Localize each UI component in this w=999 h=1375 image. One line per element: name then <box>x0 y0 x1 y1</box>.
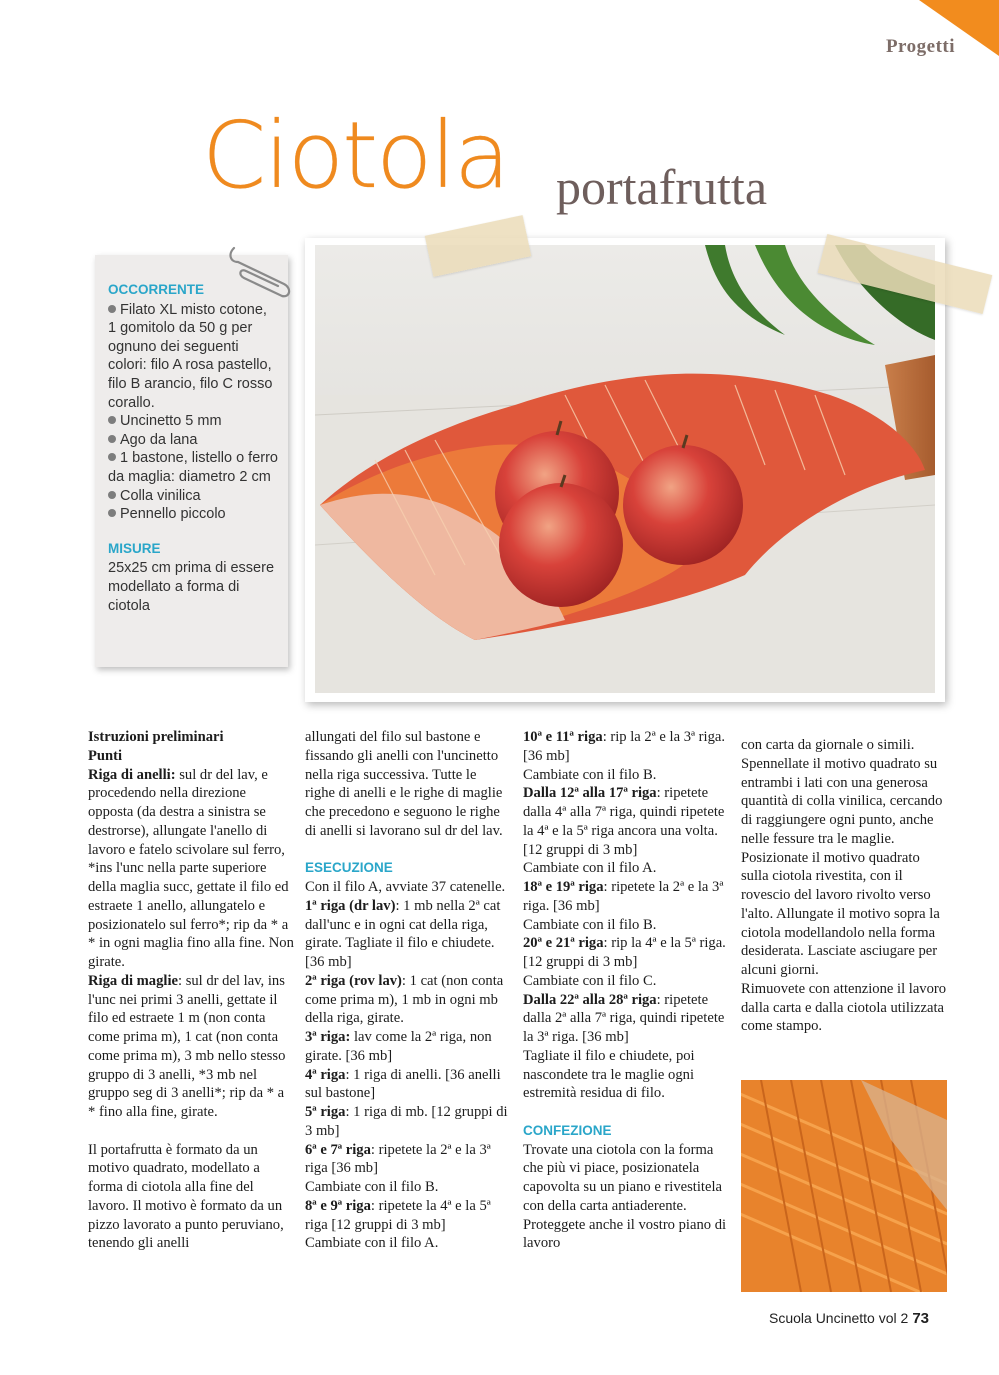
term: Dalla 12ª alla 17ª riga <box>523 785 657 802</box>
text: : 1 riga di mb. [12 gruppi di 3 mb] <box>305 1104 508 1139</box>
text-column-3 <box>523 728 728 1253</box>
row-instruction <box>305 1028 510 1066</box>
text: lav come la 2ª riga, non girate. [36 mb] <box>305 1029 492 1064</box>
materials-list <box>108 301 278 524</box>
color-change: Cambiate con il filo B. <box>523 766 657 783</box>
paragraph: Rimuovete con attenzione il lavoro dalla carta e dalla ciotola utilizzata come stampo. <box>741 980 947 1035</box>
heading-preliminary: Istruzioni preliminari <box>88 729 224 745</box>
measures-heading: MISURE <box>108 540 161 556</box>
materials-card <box>95 255 288 667</box>
text: : ripetete dalla 4ª alla 7ª riga, quindi ripetete la 4ª e la 5ª riga ancora una volta. [12 gruppi di 3 mb] <box>523 785 725 858</box>
text: : rip la 4ª e la 5ª riga. [12 gruppi di 3 mb] <box>523 935 726 970</box>
color-change: Cambiate con il filo B. <box>523 916 657 933</box>
term: 4ª riga <box>305 1066 346 1083</box>
text: : ripetete dalla 2ª alla 7ª riga, quindi ripetete la 3ª riga. [36 mb] <box>523 991 725 1045</box>
row-instruction <box>305 1103 510 1141</box>
term: 10ª e 11ª riga <box>523 729 603 745</box>
text-column-2 <box>305 728 510 1253</box>
row-instruction <box>305 897 510 972</box>
row-instruction <box>523 934 728 972</box>
measures-text: 25x25 cm prima di essere modellato a forma di ciotola <box>108 560 275 614</box>
heading-stitches: Punti <box>88 747 123 764</box>
text: : 1 mb nella 2ª cat dall'unc e in ogni cat della riga, girate. Tagliate il filo e chiudete. [36 mb] <box>305 897 501 970</box>
stitch-detail-photo <box>741 1080 947 1292</box>
text: : ripetete la 2ª e la 3ª riga. [36 mb] <box>523 879 724 914</box>
text: : rip la 2ª e la 3ª riga. [36 mb] <box>523 729 726 764</box>
color-change: Cambiate con il filo B. <box>305 1179 439 1195</box>
row-instruction <box>305 1141 510 1179</box>
page-number: 73 <box>912 1310 929 1327</box>
term: 18ª e 19ª riga <box>523 879 604 895</box>
intro-paragraph: Il portafrutta è formato da un motivo quadrato, modellato a forma di ciotola alla fine del lavoro. Il motivo è formato da un pizzo lavorato a punto peruviano, tenendo gli anelli <box>88 1141 284 1252</box>
paragraph: allungati del filo sul bastone e fissando gli anelli con l'uncinetto nella riga successiva. Tutte le righe di anelli e le righe di maglie che precedono e seguono le righe di anelli si lavorano sul dr del lav. <box>305 729 503 839</box>
term: Riga di anelli: <box>88 766 176 783</box>
term: 3ª riga: <box>305 1029 351 1045</box>
stitch-loops-row <box>88 766 294 972</box>
text: : 1 riga di anelli. [36 anelli sul bastone] <box>305 1066 501 1102</box>
materials-item: Ago da lana <box>108 431 278 450</box>
materials-heading: OCCORRENTE <box>108 282 205 297</box>
paragraph: Trovate una ciotola con la forma che più vi piace, posizionatela capovolta su un piano e rivestitela con della carta antiaderente. Proteggete anche il vostro piano di lavoro <box>523 1141 727 1252</box>
text: : sul dr del lav, ins l'unc nei primi 3 anelli, gettate il filo ed estraete 1 m (non conta come prima m), 1 cat (non conta come prima m), 3 mb nello stesso gruppo di 3 anelli, *3 mb nel gruppo seg di 3 anelli*; rip da * a * fino alla fine, girate. <box>88 972 286 1120</box>
section-label: Progetti <box>885 36 955 57</box>
materials-item: 1 bastone, listello o ferro da maglia: diametro 2 cm <box>108 450 278 485</box>
row-instruction <box>523 991 728 1047</box>
heading-assembly: CONFEZIONE <box>523 1122 612 1138</box>
materials-item: Pennello piccolo <box>108 505 278 524</box>
materials-item: Filato XL misto cotone, 1 gomitolo da 50 g per ognuno dei seguenti colori: filo A rosa pastello, filo B arancio, filo C rosso corallo. <box>108 301 278 413</box>
color-change: Cambiate con il filo C. <box>523 972 657 989</box>
term: Riga di maglie <box>88 972 178 989</box>
row-instruction <box>523 878 728 916</box>
term: 5ª riga <box>305 1104 346 1120</box>
row-instruction <box>305 972 510 1028</box>
color-change: Cambiate con il filo A. <box>305 1235 439 1252</box>
term: 1ª riga (dr lav) <box>305 897 396 914</box>
paragraph: con carta da giornale o simili. Spennellate il motivo quadrato su entrambi i lati con una generosa quantità di colla vinilica, cercando di raggiungere ogni punto, anche nelle fessure tra le maglie. Posizionate il motivo quadrato sulla ciotola rivestita, con il rovescio del lavoro rivolto verso l'alto. Allungate il motivo sopra la ciotola modellandolo nella forma desiderata. Lasciate asciugare per alcuni giorni. <box>741 737 943 978</box>
term: Dalla 22ª alla 28ª riga <box>523 991 657 1008</box>
row-instruction <box>305 1197 510 1235</box>
text: : 1 cat (non conta come prima m), 1 mb in ogni mb della riga, girate. <box>305 972 504 1027</box>
term: 2ª riga (rov lav) <box>305 972 402 989</box>
row-instruction <box>523 728 728 766</box>
heading-execution: ESECUZIONE <box>305 860 393 876</box>
term: 20ª e 21ª riga <box>523 935 604 952</box>
materials-item: Uncinetto 5 mm <box>108 412 278 431</box>
term: 6ª e 7ª riga <box>305 1141 371 1158</box>
paperclip-icon <box>226 240 296 300</box>
text-column-1 <box>88 728 294 1253</box>
page-subtitle: portafrutta <box>556 159 768 215</box>
row-instruction <box>523 784 728 859</box>
color-change: Cambiate con il filo A. <box>523 860 657 877</box>
row-instruction <box>305 1066 510 1104</box>
page-title: Ciotola <box>202 102 509 209</box>
materials-item: Colla vinilica <box>108 487 278 506</box>
stitch-stitches-row <box>88 972 294 1122</box>
term: 8ª e 9ª riga <box>305 1197 371 1214</box>
text: : ripetete la 4ª e la 5ª riga [12 gruppi di 3 mb] <box>305 1197 491 1233</box>
text-column-4 <box>741 736 947 1036</box>
bowl-photo <box>315 245 935 693</box>
paragraph: Tagliate il filo e chiudete, poi nascondete tra le maglie ogni estremità residua di filo. <box>523 1047 695 1102</box>
page-footer <box>769 1310 969 1327</box>
text: sul dr del lav, e procedendo nella direzione opposta (da destra a sinistra se destrorse), allungate l'anello di lavoro e fatelo scivolare sul ferro, *ins l'unc nella parte superiore della maglia succ, gettate il filo ed estraete 1 anello, allungatelo e posizionatelo sul ferro*; rip da * a * in ogni maglia fino alla fine. Non girate. <box>88 766 294 970</box>
paragraph: Con il filo A, avviate 37 catenelle. <box>305 879 506 895</box>
text: : ripetete la 2ª e la 3ª riga [36 mb] <box>305 1141 491 1177</box>
publication-name: Scuola Uncinetto vol 2 <box>769 1310 909 1326</box>
